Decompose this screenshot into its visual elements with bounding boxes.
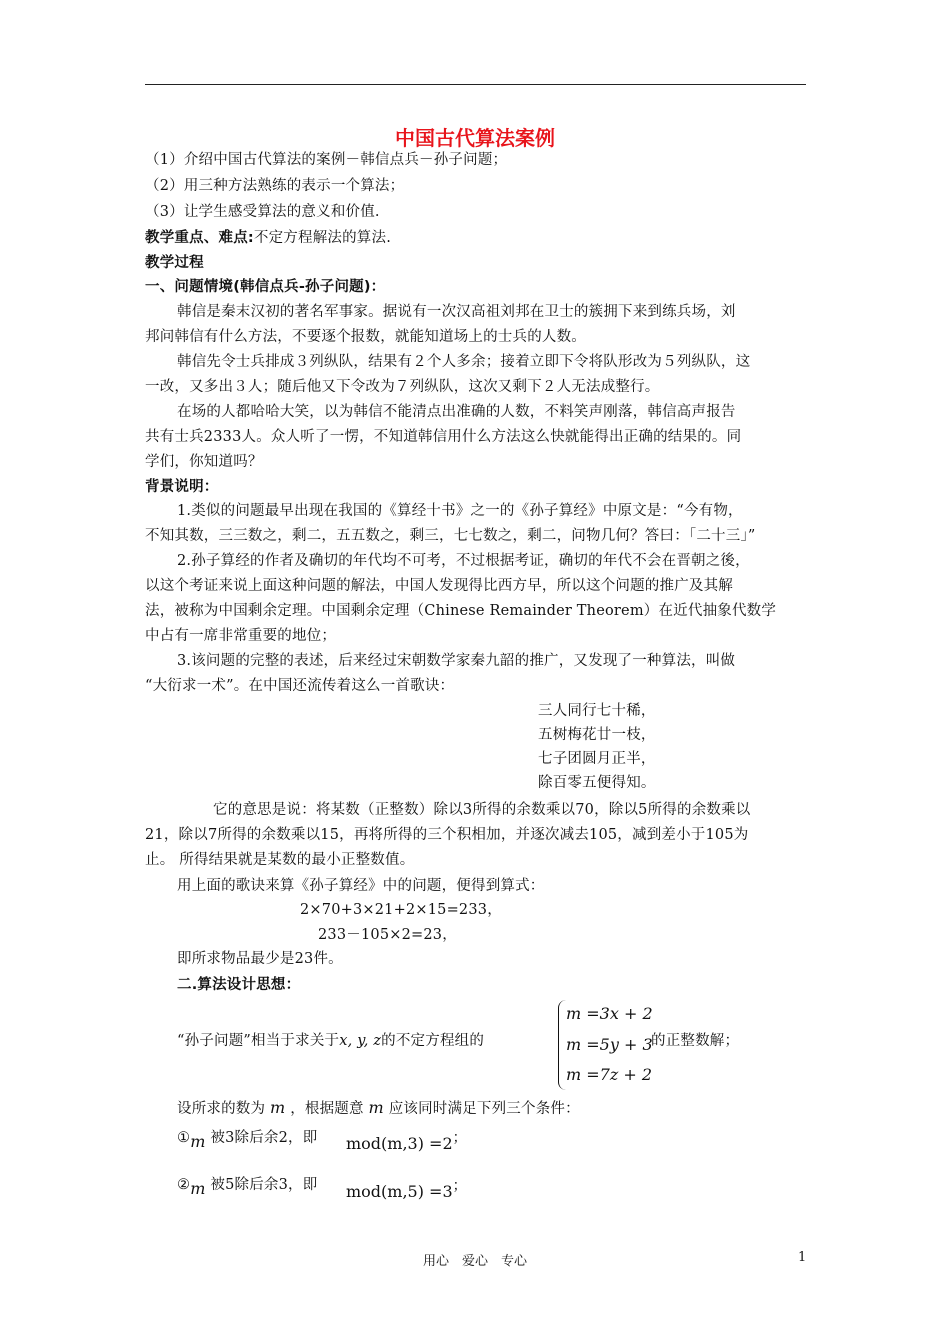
meaning-line: 它的意思是说：将某数（正整数）除以3所得的余数乘以70，除以5所得的余数乘以 [213,802,751,818]
page-footer: 用心 爱心 专心 [422,1254,527,1269]
system-equation-2: m =5y + 3 [566,1035,653,1054]
condition-1-text: 被3除后余2，即 [210,1130,318,1146]
story-line: 在场的人都哈哈大笑，以为韩信不能清点出准确的人数，不料笑声刚落，韩信高声报告 [177,404,736,420]
condition-1-expression [346,1130,467,1154]
key-points [145,228,808,248]
variable-m: m [368,1098,384,1117]
condition-intro-c: 应该同时满足下列三个条件： [388,1101,580,1117]
meaning-line: 21，除以7所得的余数乘以15，再将所得的三个积相加，并逐次减去105，减到差小于105为 [145,827,749,843]
system-prefix: “孙子问题”相当于求关于 [177,1033,340,1049]
background-line: 法，被称为中国剩余定理。中国剩余定理（Chinese Remainder Theorem）在近代抽象代数学 [145,603,777,619]
mod-expression: mod(m,3) =2 [346,1134,453,1153]
condition-2-expression [346,1178,467,1202]
page-title: 中国古代算法案例 [395,126,555,150]
background-line: “大衍求一术”。在中国还流传着这么一首歌诀： [145,678,455,694]
mod-expression: mod(m,5) =3 [346,1182,453,1201]
semicolon: ； [452,1130,467,1146]
poem-line: 五树梅花廿一枝， [538,727,656,743]
background-line: 中占有一席非常重要的地位； [145,628,337,644]
poem-line: 三人同行七十稀， [538,703,656,719]
background-heading: 背景说明： [145,479,219,495]
background-line: 1.类似的问题最早出现在我国的《算经十书》之一的《孙子算经》中原文是：“今有物， [177,503,743,519]
condition-1-marker: ① [177,1130,191,1146]
condition-intro-b: ，根据题意 [290,1101,364,1117]
key-points-text: 不定方程解法的算法. [253,230,392,246]
system-suffix: 的正整数解； [651,1033,740,1049]
poem-line: 七子团圆月正半， [538,751,656,767]
poem-line: 除百零五便得知。 [538,775,656,791]
calculation-2: 233－105×2=23， [318,927,457,943]
story-line: 韩信是秦末汉初的著名军事家。据说有一次汉高祖刘邦在卫士的簇拥下来到练兵场，刘 [177,304,736,320]
system-mid: 的不定方程组的 [381,1033,485,1049]
background-line: 不知其数，三三数之，剩二，五五数之，剩三，七七数之，剩二，问物几何？答曰：「二十三」” [145,528,756,544]
condition-1 [177,1127,347,1151]
calculation-1: 2×70+3×21+2×15=233， [300,902,502,918]
system-variables: x, y, z [339,1033,382,1049]
meaning-line: 止。 所得结果就是某数的最小正整数值。 [145,852,415,868]
variable-m: m [270,1098,286,1117]
background-line: 以这个考证来说上面这种问题的解法，中国人发现得比西方早，所以这个问题的推广及其解 [145,578,733,594]
objective-1: （1）介绍中国古代算法的案例－韩信点兵－孙子问题； [145,152,508,168]
condition-2-text: 被5除后余3，即 [210,1177,318,1193]
condition-2-marker: ② [177,1177,191,1193]
page-number: 1 [798,1250,807,1265]
variable-m: m [190,1132,206,1151]
story-line: 一改，又多出３人；随后他又下令改为７列纵队，这次又剩下２人无法成整行。 [145,379,660,395]
story-line: 共有士兵2333人。众人听了一愣，不知道韩信用什么方法这么快就能得出正确的结果的。同 [145,429,742,445]
story-line: 学们，你知道吗？ [145,454,263,470]
result-line: 即所求物品最少是23件。 [177,951,343,967]
objective-3: （3）让学生感受算法的意义和价值. [145,204,380,220]
variable-m: m [190,1179,206,1198]
process-heading: 教学过程 [145,255,204,271]
condition-2 [177,1174,347,1198]
header-rule [145,84,806,85]
apply-line: 用上面的歌诀来算《孙子算经》中的问题，便得到算式： [177,878,545,894]
story-line: 韩信先令士兵排成３列纵队，结果有２个人多余；接着立即下令将队形改为５列纵队，这 [177,354,751,370]
section-2-heading: 二.算法设计思想： [177,977,301,993]
key-points-label: 教学重点、难点: [145,230,254,246]
system-equation-3: m =7z + 2 [566,1065,653,1084]
condition-intro [177,1098,808,1119]
section-1-heading: 一、问题情境(韩信点兵-孙子问题)： [145,279,386,295]
background-line: 3.该问题的完整的表述，后来经过宋朝数学家秦九韶的推广，又发现了一种算法，叫做 [177,653,736,669]
objective-2: （2）用三种方法熟练的表示一个算法； [145,178,405,194]
semicolon: ； [452,1178,467,1194]
story-line: 邦问韩信有什么方法，不要逐个报数，就能知道场上的士兵的人数。 [145,329,586,345]
condition-intro-a: 设所求的数为 [177,1101,266,1117]
system-intro [177,1031,567,1051]
system-equation-1: m =3x + 2 [566,1004,653,1023]
background-line: 2.孙子算经的作者及确切的年代均不可考，不过根据考证，确切的年代不会在晋朝之後， [177,553,750,569]
